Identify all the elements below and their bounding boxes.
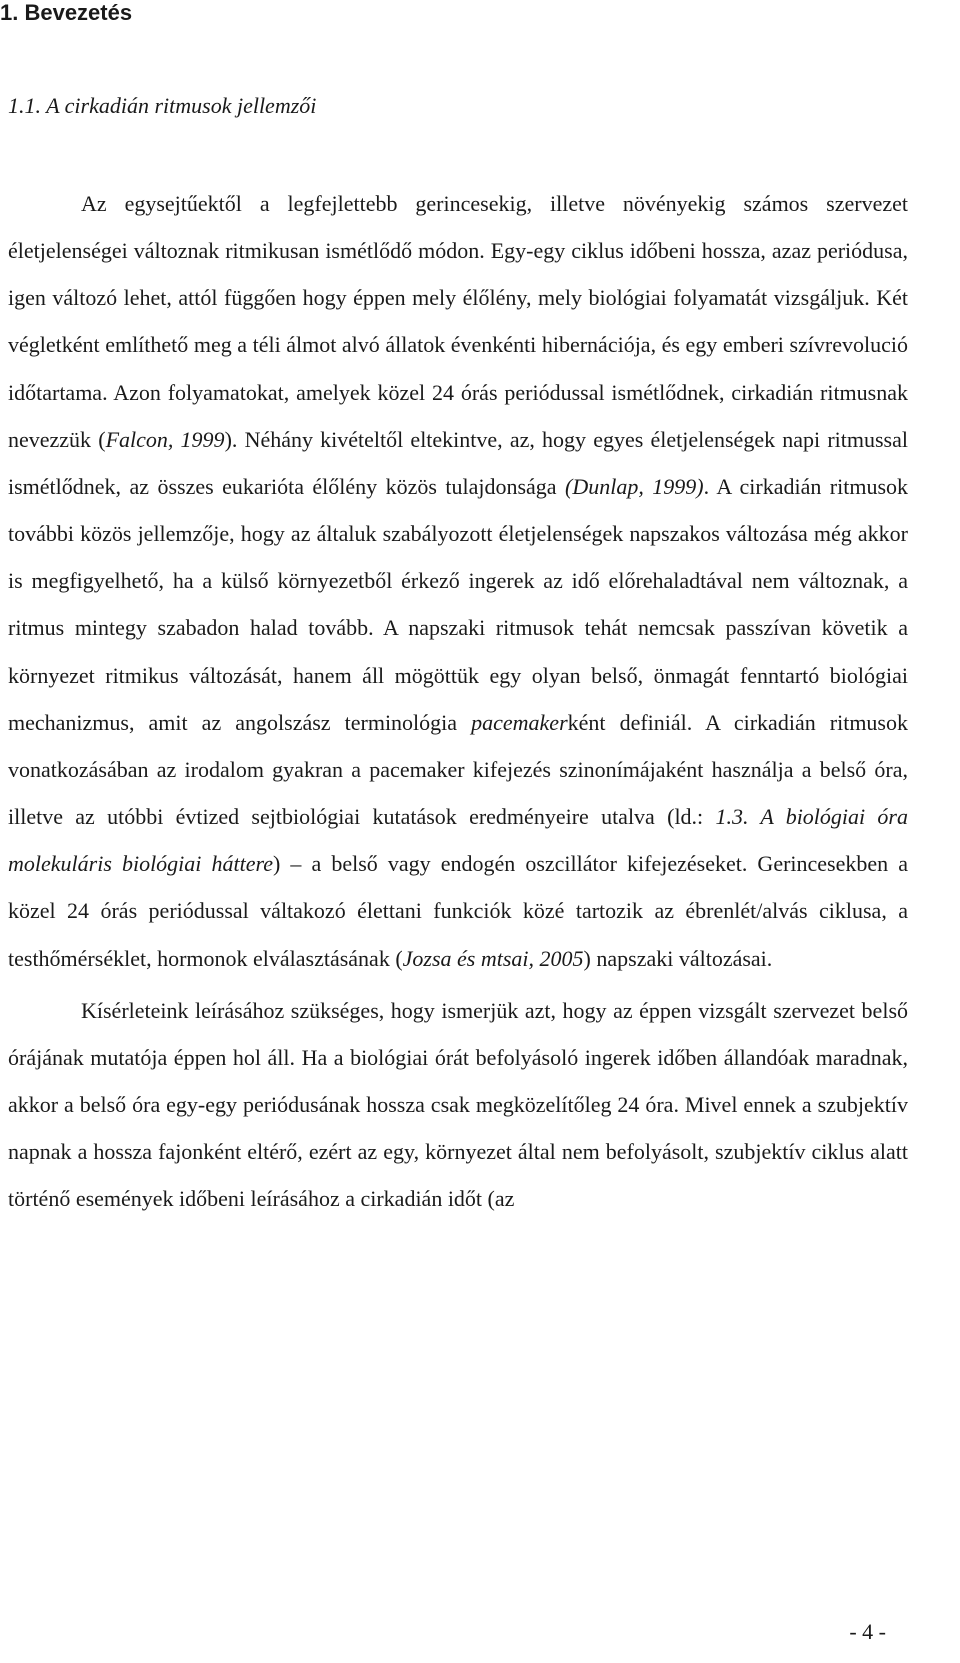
cross-reference: 1.3. A biológiai óra molekuláris biológiai háttere bbox=[8, 804, 908, 877]
page-number: - 4 - bbox=[849, 1619, 886, 1644]
paragraph-1 bbox=[8, 180, 908, 982]
citation-jozsa: Jozsa és mtsai, 2005 bbox=[402, 945, 584, 971]
chapter-heading: 1. Bevezetés bbox=[0, 0, 133, 25]
citation-falcon: Falcon, 1999 bbox=[105, 426, 225, 452]
citation-dunlap: (Dunlap, 1999) bbox=[565, 473, 704, 499]
body-text bbox=[8, 180, 908, 1222]
text-run: Az egysejtűektől a legfejlettebb gerincesekig, illetve növényekig számos szervezet életjelenségei változnak ritmikusan ismétlődő módon. Egy-egy ciklus időbeni hossza, azaz periódusa, igen változó lehet, attól függően hogy éppen mely élőlény, mely biológiai folyamatát vizsgáljuk. Két végletként említhető meg a téli álmot alvó állatok évenkénti hibernációja, és egy emberi szívrevolució időtartama. Azon folyamatokat, amelyek közel 24 órás periódussal ismétlődnek, cirkadián ritmusnak nevezzük ( bbox=[8, 191, 908, 452]
text-run: . A cirkadián ritmusok további közös jellemzője, hogy az általuk szabályozott életjelenségek napszakos változása még akkor is megfigyelhető, ha a külső környezetből érkező ingerek az idő előrehaladtával nem változnak, a ritmus mintegy szabadon halad tovább. A napszaki ritmusok tehát nemcsak passzívan követik a környezet ritmikus változását, hanem áll mögöttük egy olyan belső, önmagát fenntartó biológiai mechanizmus, amit az angolszász terminológia bbox=[8, 473, 909, 735]
section-heading: 1.1. A cirkadián ritmusok jellemzői bbox=[8, 93, 317, 118]
term-pacemaker: pacemaker bbox=[471, 709, 568, 735]
text-run: ). Néhány kivételtől eltekintve, az, hogy egyes életjelenségek napi ritmussal ismétlődnek, az összes eukarióta élőlény közös tulajdonsága bbox=[8, 426, 908, 499]
text-run: ) napszaki változásai. bbox=[583, 945, 773, 971]
paragraph-2: Kísérleteink leírásához szükséges, hogy ismerjük azt, hogy az éppen vizsgált szervezet belső órájának mutatója éppen hol áll. Ha a biológiai órát befolyásoló ingerek időben állandóak maradnak, akkor a belső óra egy-egy periódusának hossza csak megközelítőleg 24 óra. Mivel ennek a szubjektív napnak a hossza fajonként eltérő, ezért az egy, környezet által nem befolyásolt, szubjektív ciklus alatt történő események időbeni leírásához a cirkadián időt (az bbox=[8, 997, 908, 1212]
text-run: ként definiál. A cirkadián ritmusok vonatkozásában az irodalom gyakran a pacemaker kifejezés szinonímájaként használja a belső óra, illetve az utóbbi évtized sejtbiológiai kutatások eredményeire utalva (ld.: bbox=[8, 709, 908, 830]
text-run: ) – a belső vagy endogén oszcillátor kifejezéseket. Gerincesekben a közel 24 órás periódussal váltakozó élettani funkciók közé tartozik az ébrenlét/alvás ciklusa, a testhőmérséklet, hormonok elválasztásának ( bbox=[8, 851, 908, 971]
